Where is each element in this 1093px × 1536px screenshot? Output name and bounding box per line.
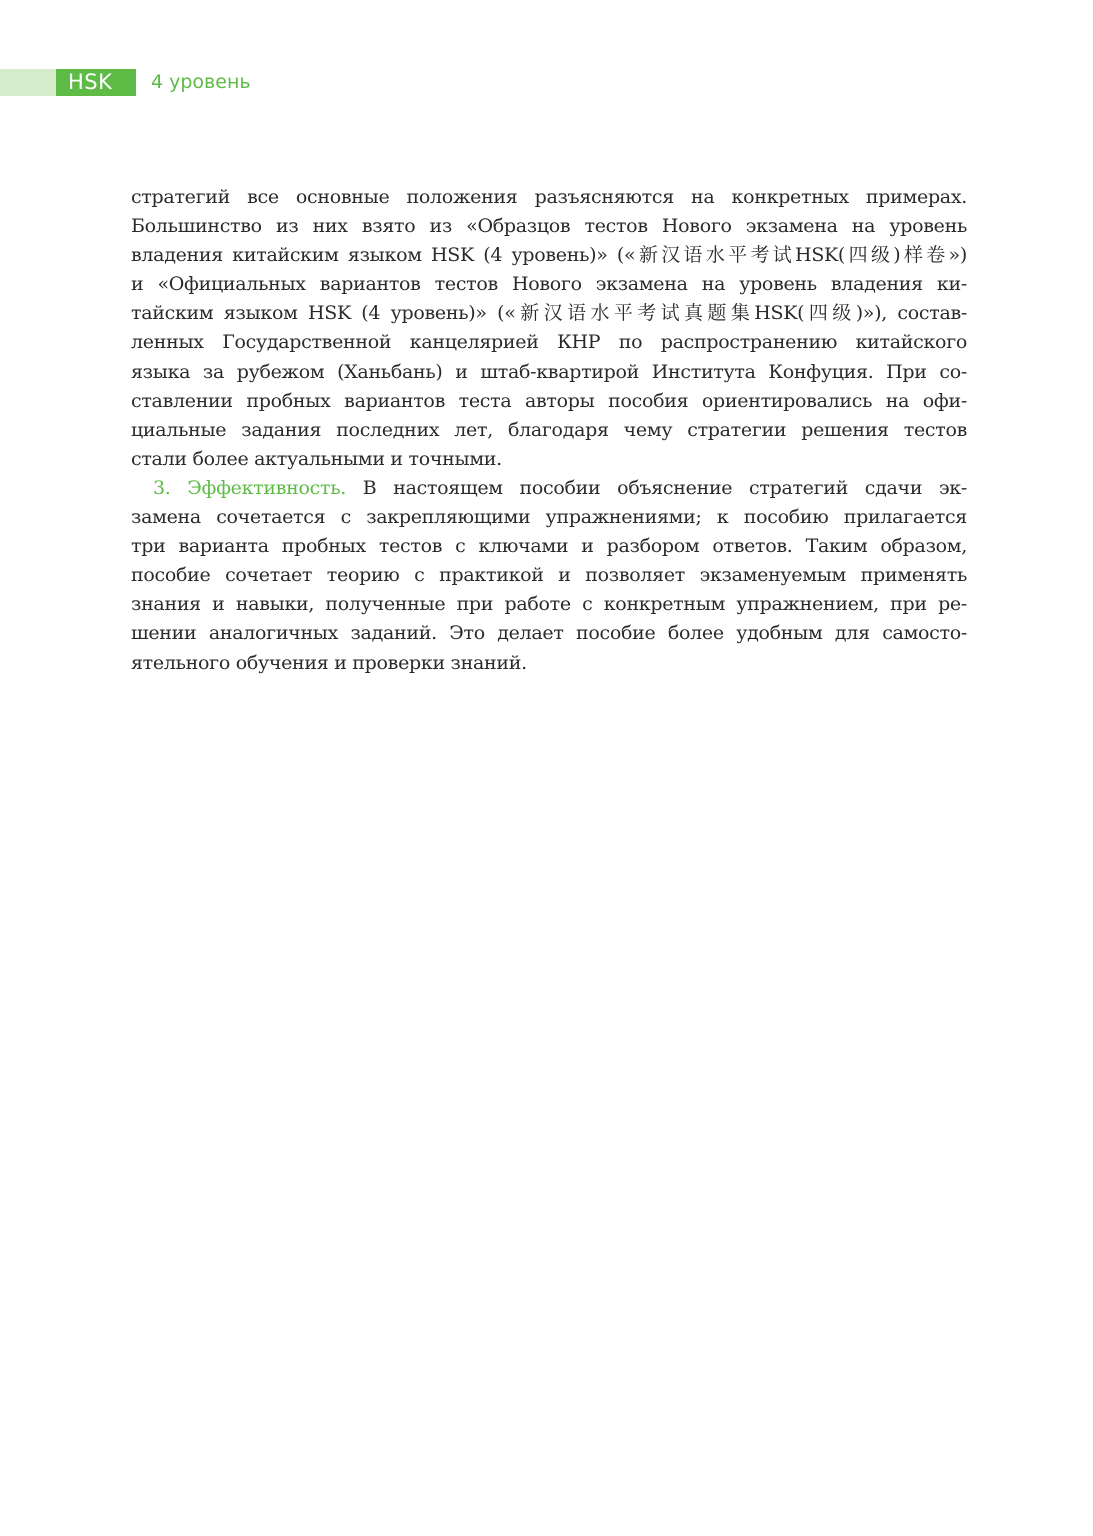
text-line: три варианта пробных тестов с ключами и разбором ответов. Таким образом, xyxy=(131,535,967,558)
level-label: 4 уровень xyxy=(151,71,251,93)
text-line: тайским языком HSK (4 уровень)» («新汉语水平考试真题集HSK(四级)»), состав- xyxy=(131,302,967,325)
header-accent-bar xyxy=(0,69,56,96)
text-line-first xyxy=(131,474,967,503)
text-line: стали более актуальными и точными. xyxy=(131,447,502,470)
text-line: стратегий все основные положения разъясняются на конкретных примерах. xyxy=(131,186,967,208)
text-line: ленных Государственной канцелярией КНР по распространению китайского xyxy=(131,331,967,354)
paragraph-sources xyxy=(131,183,967,474)
section-heading: 3. Эффективность. xyxy=(153,476,347,499)
text-line: владения китайским языком HSK (4 уровень)» («新汉语水平考试HSK(四级)样卷») xyxy=(131,244,967,267)
text-line: ставлении пробных вариантов теста авторы пособия ориентировались на офи- xyxy=(131,389,967,412)
text-line: пособие сочетает теорию с практикой и позволяет экзаменуемым применять xyxy=(131,564,967,587)
text-line: шении аналогичных заданий. Это делает пособие более удобным для самосто- xyxy=(131,622,967,645)
text-line: ятельного обучения и проверки знаний. xyxy=(131,651,527,674)
text-line: языка за рубежом (Ханьбань) и штаб-квартирой Института Конфуция. При со- xyxy=(131,360,967,383)
text-line: и «Официальных вариантов тестов Нового экзамена на уровень владения ки- xyxy=(131,273,967,296)
running-header xyxy=(0,69,400,96)
text-line: циальные задания последних лет, благодаря чему стратегии решения тестов xyxy=(131,418,967,441)
text-fragment: В настоящем пособии объяснение стратегий сдачи эк- xyxy=(346,476,967,499)
text-line: Большинство из них взято из «Образцов тестов Нового экзамена на уровень xyxy=(131,215,967,238)
hsk-badge: HSK xyxy=(56,69,136,96)
text-line: знания и навыки, полученные при работе с конкретным упражнением, при ре- xyxy=(131,593,967,616)
paragraph-effectiveness xyxy=(131,474,967,678)
text-line: замена сочетается с закрепляющими упражнениями; к пособию прилагается xyxy=(131,506,967,529)
main-text xyxy=(131,183,967,678)
